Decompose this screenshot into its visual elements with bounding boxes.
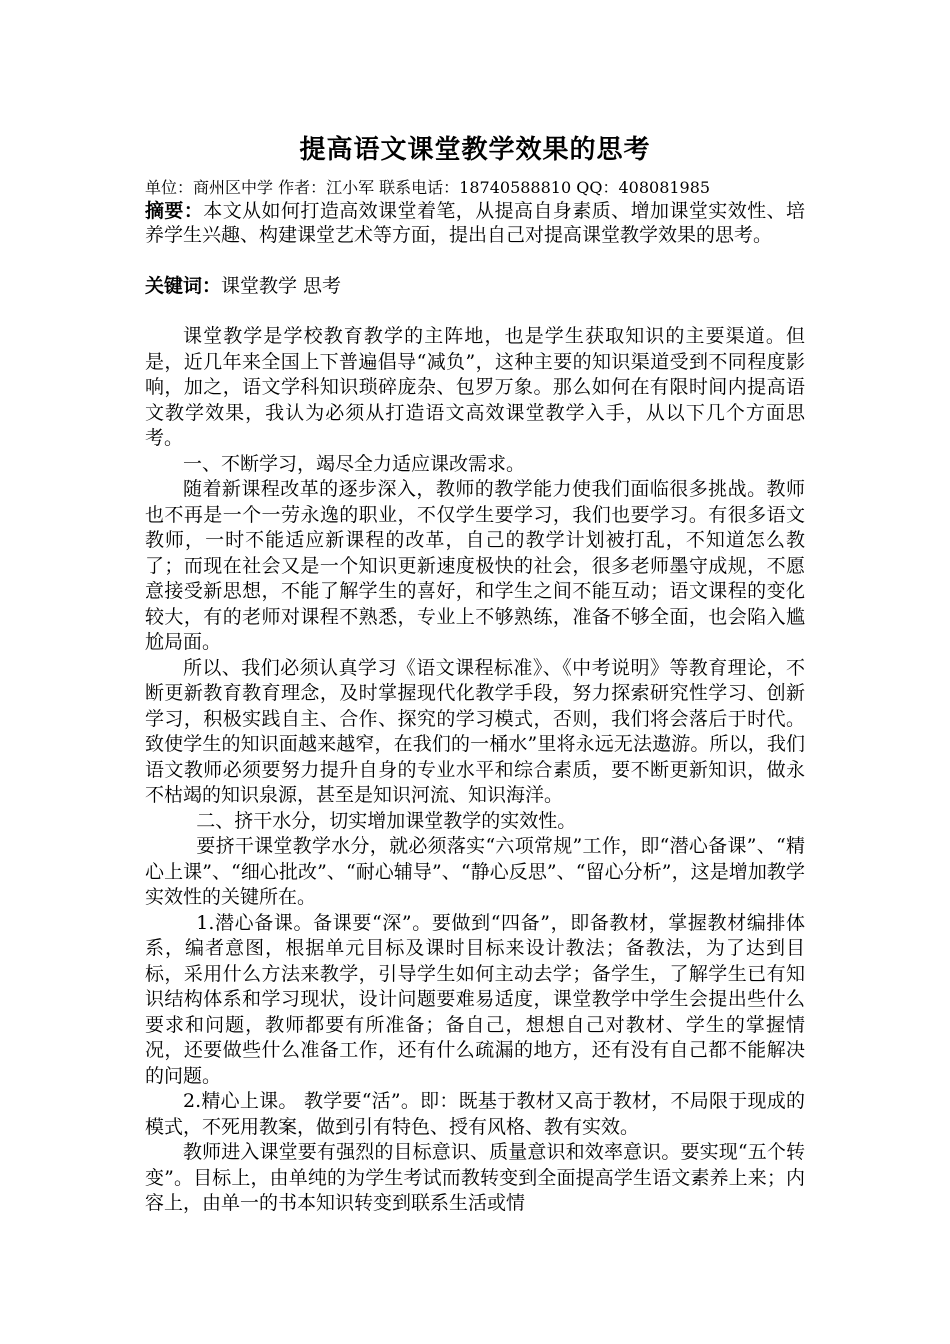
section-heading: 二、挤干水分，切实增加课堂教学的实效性。: [196, 809, 577, 832]
section-heading: 一、不断学习，竭尽全力适应课改需求。: [183, 452, 526, 475]
keywords-text: 课堂教学 思考: [221, 275, 342, 297]
body-paragraph: 课堂教学是学校教育教学的主阵地，也是学生获取知识的主要渠道。但是，近几年来全国上下普遍倡导“减负”，这种主要的知识渠道受到不同程度影响，加之，语文学科知识琐碎庞杂、包罗万象。那么如何在有限时间内提高语文教学效果，我认为必须从打造语文高效课堂教学入手，从以下几个方面思考。: [145, 325, 805, 449]
body-paragraph: 所以、我们必须认真学习《语文课程标准》、《中考说明》等教育理论，不断更新教育教育理念，及时掌握现代化教学手段，努力探索研究性学习、创新学习，积极实践自主、合作、探究的学习模式，否则，我们将会落后于时代。致使学生的知识面越来越窄，在我们的一桶水”里将永远无法遨游。所以，我们语文教师必须要努力提升自身的专业水平和综合素质，要不断更新知识，做永不枯竭的知识泉源，甚至是知识河流、知识海洋。: [145, 656, 805, 806]
document-title: 提高语文课堂教学效果的思考: [299, 135, 651, 165]
abstract: [145, 199, 805, 247]
keywords: [145, 274, 805, 298]
body-paragraph: 随着新课程改革的逐步深入，教师的教学能力使我们面临很多挑战。教师也不再是一个一劳永逸的职业，不仅学生要学习，我们也要学习。有很多语文教师，一时不能适应新课程的改革，自己的教学计划被打乱，不知道怎么教了；而现在社会又是一个知识更新速度极快的社会，很多老师墨守成规，不愿意接受新思想，不能了解学生的喜好，和学生之间不能互动；语文课程的变化较大，有的老师对课程不熟悉，专业上不够熟练，准备不够全面，也会陷入尴尬局面。: [145, 478, 805, 653]
keywords-label: 关键词：: [145, 275, 222, 297]
body-paragraph: 要挤干课堂教学水分，就必须落实“六项常规”工作，即“潜心备课”、“精心上课”、“细心批改”、“耐心辅导”、“静心反思”、“留心分析”，这是增加教学实效性的关键所在。: [145, 835, 805, 908]
abstract-label: 摘要：: [145, 200, 204, 222]
abstract-text: 本文从如何打造高效课堂着笔，从提高自身素质、增加课堂实效性、培养学生兴趣、构建课堂艺术等方面，提出自己对提高课堂教学效果的思考。: [145, 200, 805, 246]
body-paragraph: 1.潜心备课。备课要“深”。要做到“四备”，即备教材，掌握教材编排体系，编者意图，根据单元目标及课时目标来设计教法；备教法，为了达到目标，采用什么方法来教学，引导学生如何主动去学；备学生，了解学生已有知识结构体系和学习现状，设计问题要难易适度，课堂教学中学生会提出些什么要求和问题，教师都要有所准备；备自己，想想自己对教材、学生的掌握情况，还要做些什么准备工作，还有什么疏漏的地方，还有没有自己都不能解决的问题。: [145, 911, 805, 1087]
body-paragraph: 2.精心上课。 教学要“活”。即：既基于教材又高于教材，不局限于现成的模式，不死用教案，做到引有特色、授有风格、教有实效。: [145, 1090, 805, 1138]
author-info-line: 单位：商州区中学 作者：江小军 联系电话：18740588810 QQ：408081985: [145, 178, 711, 197]
body-paragraph: 教师进入课堂要有强烈的目标意识、质量意识和效率意识。要实现“五个转变”。目标上，由单纯的为学生考试而教转变到全面提高学生语文素养上来；内容上，由单一的书本知识转变到联系生活或情: [145, 1141, 805, 1214]
article-body: [145, 324, 805, 1217]
